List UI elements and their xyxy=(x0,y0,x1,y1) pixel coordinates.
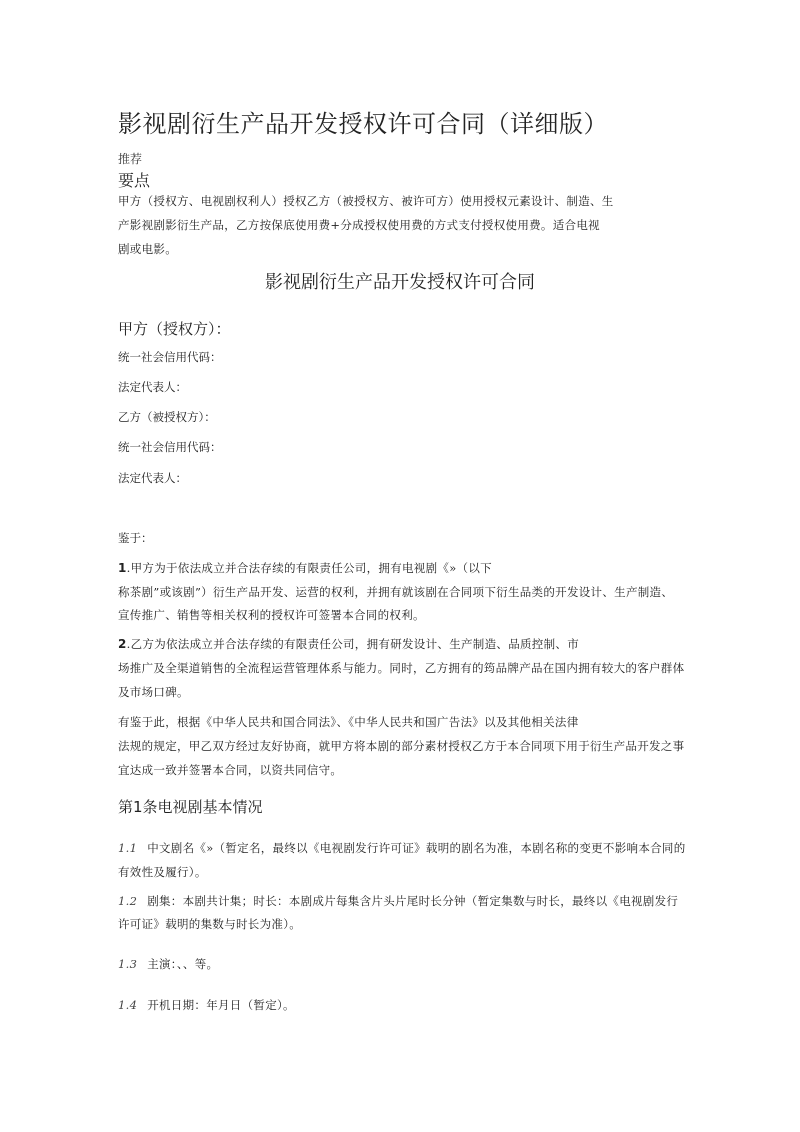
clause-1-1-line: 有效性及履行）。 xyxy=(118,865,207,879)
whereas-conclusion-line: 宜达成一致并签署本合同，以资共同信守。 xyxy=(118,763,343,777)
contract-title: 影视剧衍生产品开发授权许可合同 xyxy=(265,272,535,293)
party-b-credit-code: 统一社会信用代码： xyxy=(118,440,222,454)
whereas-item-2-line: 2.乙方为依法成立并合法存续的有限责任公司，拥有研发设计、生产制造、品质控制、市 xyxy=(118,637,580,651)
clause-number: 1.1 xyxy=(118,841,138,855)
party-a-legal-rep: 法定代表人： xyxy=(118,380,187,394)
clause-1-2-line: 1.2 剧集：本剧共计集；时长：本剧成片每集含片头片尾时长分钟（暂定集数与时长，最终以《电视剧发行 xyxy=(118,894,679,908)
party-b-legal-rep: 法定代表人： xyxy=(118,471,187,485)
party-b-label: 乙方（被授权方）： xyxy=(118,410,216,424)
whereas-item-2-number: 2 xyxy=(118,637,127,651)
whereas-item-2-line: 场推广及全渠道销售的全流程运营管理体系与能力。同时，乙方拥有的筠品牌产品在国内拥有较大的客户群体 xyxy=(118,661,685,675)
whereas-item-1-line: 宣传推广、销售等相关权利的授权许可签署本合同的权利。 xyxy=(118,608,425,622)
key-points-heading: 要点 xyxy=(118,171,151,190)
whereas-item-1-number: 1 xyxy=(118,561,127,575)
whereas-item-1-line: 称茶剧”或该剧”）衍生产品开发、运营的权利，并拥有就该剧在合同项下衍生品类的开发设计、生产制造、 xyxy=(118,585,674,599)
whereas-conclusion-line: 法规的规定，甲乙双方经过友好协商，就甲方将本剧的部分素材授权乙方于本合同项下用于衍生产品开发之事 xyxy=(118,739,685,753)
document-title: 影视剧衍生产品开发授权许可合同（详细版） xyxy=(118,110,608,138)
clause-number: 1.4 xyxy=(118,998,138,1012)
whereas-conclusion-line: 有鉴于此，根据《中华人民共和国合同法》、《中华人民共和国广告法》以及其他相关法律 xyxy=(118,715,579,729)
party-a-credit-code: 统一社会信用代码： xyxy=(118,350,222,364)
recommend-label: 推荐 xyxy=(118,152,143,166)
whereas-item-1-line: 1.甲方为于依法成立并合法存续的有限责任公司，拥有电视剧《»（以下 xyxy=(118,561,492,575)
clause-number: 1.2 xyxy=(118,894,138,908)
clause-number: 1.3 xyxy=(118,957,138,971)
whereas-heading: 鉴于： xyxy=(118,531,153,545)
clause-1-4-line: 1.4 开机日期：年月日（暂定）。 xyxy=(118,998,295,1012)
article-1-heading: 第1条电视剧基本情况 xyxy=(118,798,263,816)
clause-1-1-line: 1.1 中文剧名《»（暂定名，最终以《电视剧发行许可证》载明的剧名为准，本剧名称的变更不影响本合同的 xyxy=(118,841,686,855)
key-points-line: 产影视剧影衍生产品，乙方按保底使用费+分成授权使用费的方式支付授权使用费。适合电视 xyxy=(118,218,600,232)
whereas-item-2-line: 及市场口碑。 xyxy=(118,685,189,699)
clause-1-3-line: 1.3 主演：、、等。 xyxy=(118,957,219,971)
party-a-label: 甲方（授权方）： xyxy=(118,320,231,338)
clause-1-2-line: 许可证》载明的集数与时长为准）。 xyxy=(118,917,302,931)
key-points-line: 剧或电影。 xyxy=(118,242,177,256)
key-points-line: 甲方（授权方、电视剧权利人）授权乙方（被授权方、被许可方）使用授权元素设计、制造、生 xyxy=(118,194,614,208)
